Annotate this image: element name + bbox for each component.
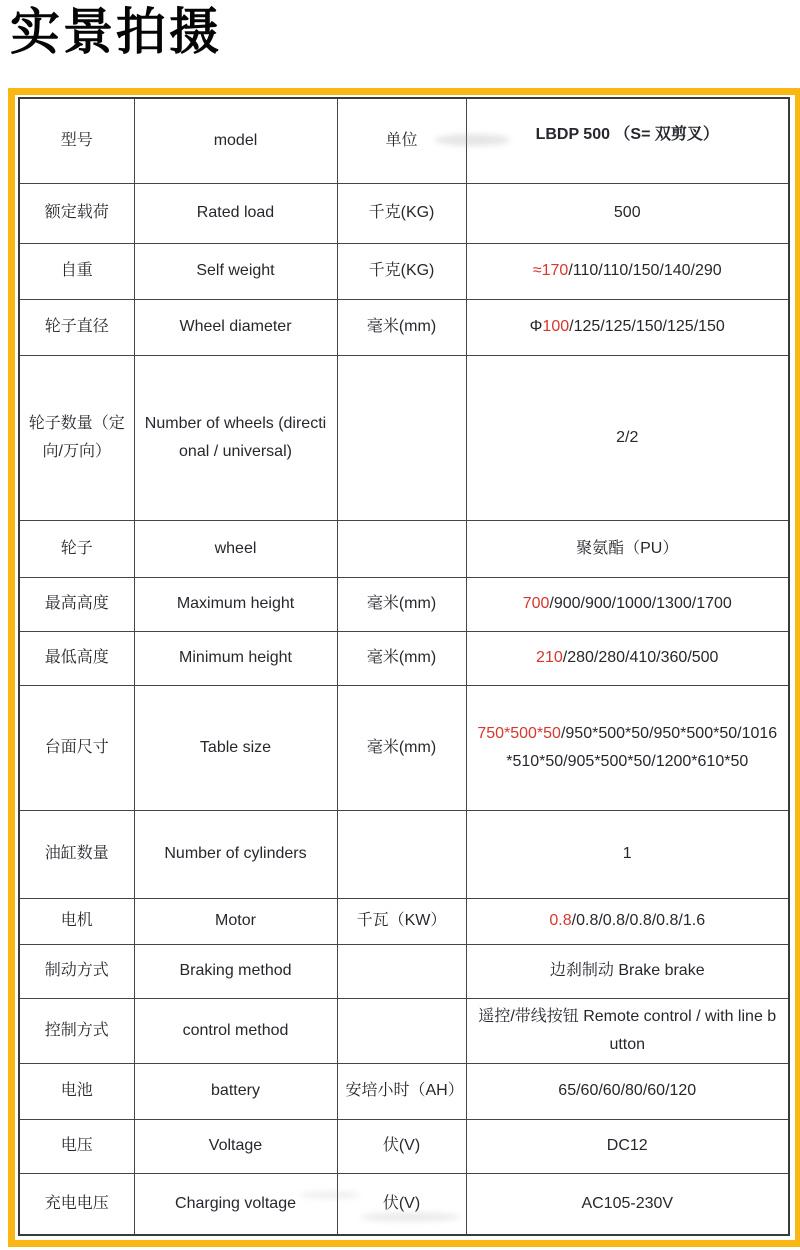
spec-unit: 单位 [337, 98, 466, 183]
spec-value [466, 631, 789, 685]
spec-cn-label: 控制方式 [19, 998, 134, 1063]
spec-value [466, 520, 789, 577]
spec-cn-label: 自重 [19, 243, 134, 299]
spec-unit: 安培小时（AH） [337, 1063, 466, 1119]
spec-cn-label: 电池 [19, 1063, 134, 1119]
spec-value [466, 944, 789, 998]
spec-unit [337, 520, 466, 577]
spec-row [19, 577, 789, 631]
spec-cn-label: 轮子直径 [19, 299, 134, 355]
spec-cn-label: 台面尺寸 [19, 685, 134, 810]
spec-row [19, 898, 789, 944]
spec-value [466, 299, 789, 355]
spec-en-label: Maximum height [134, 577, 337, 631]
spec-value-part: /280/280/410/360/500 [562, 649, 719, 666]
spec-value [466, 577, 789, 631]
spec-row [19, 810, 789, 898]
spec-row [19, 1119, 789, 1173]
spec-unit: 毫米(mm) [337, 631, 466, 685]
spec-value-part: 750*500*50 [477, 724, 561, 742]
spec-value [466, 355, 789, 520]
spec-unit: 千瓦（KW） [337, 898, 466, 944]
spec-cn-label: 轮子 [19, 520, 134, 577]
spec-table-body [19, 98, 789, 1235]
spec-value-part: 1 [622, 845, 632, 862]
spec-value-part: AC105-230V [581, 1194, 674, 1212]
spec-value-part: 2/2 [616, 428, 639, 446]
spec-cn-label: 油缸数量 [19, 810, 134, 898]
spec-value-part: 210 [536, 649, 563, 666]
spec-row [19, 631, 789, 685]
page-title: 实景拍摄 [10, 4, 222, 60]
spec-cn-label: 电机 [19, 898, 134, 944]
spec-value-part: 0.8 [549, 912, 572, 929]
spec-value-part: 遥控/带线按钮 Remote control / with line button [478, 1007, 777, 1053]
spec-table [18, 97, 790, 1236]
spec-row [19, 243, 789, 299]
spec-en-label: Voltage [134, 1119, 337, 1173]
spec-cn-label: 额定载荷 [19, 183, 134, 243]
spec-cn-label: 最高高度 [19, 577, 134, 631]
spec-en-label: Rated load [134, 183, 337, 243]
spec-row [19, 685, 789, 810]
spec-en-label: Braking method [134, 944, 337, 998]
spec-unit: 毫米(mm) [337, 577, 466, 631]
spec-en-label: battery [134, 1063, 337, 1119]
spec-en-label: Self weight [134, 243, 337, 299]
spec-value-part: ≈170 [532, 262, 569, 279]
spec-en-label: wheel [134, 520, 337, 577]
spec-value [466, 98, 789, 183]
spec-unit: 伏(V) [337, 1119, 466, 1173]
spec-row [19, 944, 789, 998]
spec-en-label: Table size [134, 685, 337, 810]
spec-value-part: /110/110/150/140/290 [568, 262, 722, 279]
spec-unit: 伏(V) [337, 1173, 466, 1235]
spec-row [19, 520, 789, 577]
spec-cn-label: 制动方式 [19, 944, 134, 998]
spec-value [466, 1119, 789, 1173]
spec-value-part: 边刹制动 Brake brake [549, 962, 705, 979]
spec-unit: 毫米(mm) [337, 299, 466, 355]
spec-value [466, 998, 789, 1063]
spec-row [19, 998, 789, 1063]
spec-value-part: 500 [613, 204, 641, 221]
spec-value [466, 1063, 789, 1119]
spec-en-label: Number of wheels (directional / universal) [134, 355, 337, 520]
spec-en-label: Number of cylinders [134, 810, 337, 898]
spec-cn-label: 型号 [19, 98, 134, 183]
spec-value-part: 100 [542, 318, 570, 335]
spec-value-part: /125/125/150/125/150 [569, 318, 725, 335]
spec-unit [337, 998, 466, 1063]
spec-value-part: 700 [522, 595, 550, 612]
spec-row [19, 183, 789, 243]
spec-row [19, 1173, 789, 1235]
spec-value-part: DC12 [606, 1137, 648, 1154]
spec-value-part: /0.8/0.8/0.8/0.8/1.6 [571, 912, 706, 929]
spec-cn-label: 电压 [19, 1119, 134, 1173]
spec-row [19, 355, 789, 520]
spec-value-part: /950*500*50/950*500*50/1016*510*50/905*500*50/1200*610*50 [506, 724, 778, 770]
spec-cn-label: 最低高度 [19, 631, 134, 685]
spec-value-part: 65/60/60/80/60/120 [558, 1082, 697, 1099]
spec-value-part: 聚氨酯（PU） [576, 539, 679, 557]
spec-en-label: Minimum height [134, 631, 337, 685]
spec-unit: 千克(KG) [337, 243, 466, 299]
spec-en-label: model [134, 98, 337, 183]
spec-unit [337, 810, 466, 898]
spec-unit [337, 355, 466, 520]
spec-en-label: Charging voltage [134, 1173, 337, 1235]
spec-value [466, 243, 789, 299]
spec-en-label: control method [134, 998, 337, 1063]
spec-row [19, 299, 789, 355]
spec-value-part: /900/900/1000/1300/1700 [549, 595, 732, 612]
spec-unit [337, 944, 466, 998]
spec-value-part: Φ [529, 318, 543, 335]
spec-en-label: Motor [134, 898, 337, 944]
spec-unit: 千克(KG) [337, 183, 466, 243]
spec-value-part: LBDP 500 （S= 双剪叉） [535, 126, 719, 143]
spec-cn-label: 充电电压 [19, 1173, 134, 1235]
spec-cn-label: 轮子数量（定向/万向） [19, 355, 134, 520]
spec-row [19, 1063, 789, 1119]
spec-table-frame [8, 88, 800, 1247]
spec-en-label: Wheel diameter [134, 299, 337, 355]
spec-value [466, 898, 789, 944]
spec-row [19, 98, 789, 183]
spec-value [466, 183, 789, 243]
spec-unit: 毫米(mm) [337, 685, 466, 810]
spec-value [466, 1173, 789, 1235]
spec-value [466, 810, 789, 898]
spec-value [466, 685, 789, 810]
